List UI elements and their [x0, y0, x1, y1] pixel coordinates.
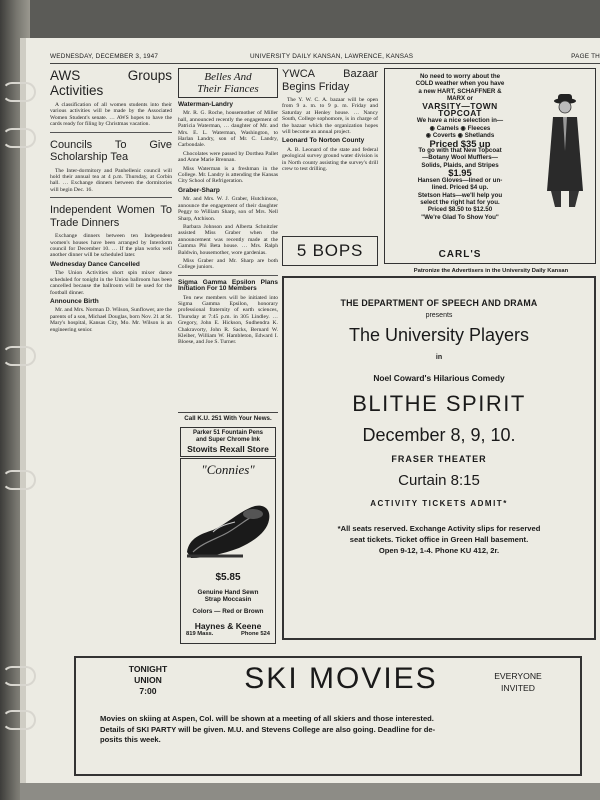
belles-p4: Mr. and Mrs. W. J. Graber, Hutchinson, announce the engagement of their daughter Peggy to William Sharp, son of Mrs. Nell Sharp, Atchison.	[178, 196, 278, 222]
connies-address: 819 Mass.	[186, 631, 214, 637]
column-1	[50, 68, 172, 628]
binder-ring	[2, 346, 36, 366]
carls-l1: No need to worry about the	[419, 73, 501, 80]
players-note3: Open 9-12, 1-4. Phone KU 412, 2r.	[378, 546, 500, 555]
carls-l3: a new HART, SCHAFFNER &	[418, 87, 502, 95]
topcoat-man-illustration	[541, 91, 587, 211]
ski-left-block	[108, 664, 188, 697]
binder-ring	[2, 470, 36, 490]
dance-headline: Wednesday Dance Cancelled	[50, 260, 140, 268]
ski-left3: 7:00	[139, 686, 157, 696]
connies-price: $5.85	[215, 572, 241, 583]
aws-body: A classification of all women students into their various activities will be made by the Associated Women Student's senate. … AWS hopes to have the cards ready for filing by Christmas vacation.	[50, 102, 172, 128]
binder-ring	[2, 128, 36, 148]
connies-store: Haynes & Keene	[194, 621, 262, 631]
carls-ad	[384, 68, 596, 264]
ski-movies-ad	[74, 656, 582, 776]
stowits-ad	[180, 427, 276, 457]
page-header	[50, 50, 600, 64]
ski-body	[100, 714, 570, 746]
stowits-name: Stowits Rexall Store	[187, 444, 269, 454]
carls-store: CARL'S	[438, 249, 482, 260]
belles-p2: Chocolates were passed by Dorthea Pallet and Anne Marie Brennan.	[178, 150, 278, 164]
binder-ring	[2, 710, 36, 730]
belles-line2: Their Fiances	[197, 83, 259, 95]
carls-l13: Solids, Plaids, and Stripes	[421, 161, 499, 169]
carls-l16: lined. Priced $4 up.	[431, 184, 489, 192]
belles-sub1: Waterman-Landry	[178, 101, 234, 108]
independent-headline: Independent Women To Trade Dinners	[50, 204, 172, 229]
bops-ad	[282, 236, 378, 266]
bops-text: 5 BOPS	[296, 241, 364, 260]
divider	[50, 132, 172, 133]
column-3	[282, 68, 378, 232]
players-theater: FRASER THEATER	[391, 454, 487, 464]
carls-l20: "We're Glad To Show You"	[421, 213, 499, 221]
sigma-body: Ten new members will be initiated into Sigma Gamma Epsilon, honorary professional fraternity of earth sciences, Thursday at 7:45 p.m. in 305 Lindley. … Gregory, John E. Hickson, Sudhendra K. Chakravorty, John R. Sacks, Bernard W. Kleiber, William W. Hambleton, Edward I. Bloese, and Joe S. Turner.	[178, 294, 278, 346]
header-page: PAGE TH	[571, 53, 600, 60]
connies-desc1: Genuine Hand Sewn	[197, 589, 259, 596]
players-play: BLITHE SPIRIT	[352, 391, 526, 416]
divider	[178, 275, 278, 276]
leonard-body: A. B. Leonard of the state and federal geological survey ground water division is in North county assisting the survey's drill crew to test drilling.	[282, 146, 378, 173]
dance-body: The Union Activities short spin mixer dance scheduled for tonight in the Union ballroom has been cancelled because the ballroom will be used for the football dinner.	[50, 270, 172, 296]
carls-l11: To go with that New Topcoat	[418, 147, 502, 155]
connies-title: "Connies"	[201, 462, 255, 477]
ski-right2: INVITED	[501, 683, 535, 693]
belles-p3: Miss Waterman is a freshman in the College. Mr. Landry is attending the Kansas City School of Refrigeration.	[178, 165, 278, 185]
announce-body: Mr. and Mrs. Norman D. Wilson, Sunflower, are the parents of a son, Michael Douglas, born Nov. 21 at St. Mary's hospital, Kansas City, Mo. Mr. Wilson is an engineering senior.	[50, 307, 172, 333]
announce-headline: Announce Birth	[50, 297, 99, 305]
carls-l19: Priced $8.50 to $12.50	[427, 206, 493, 214]
players-title: The University Players	[348, 325, 530, 345]
divider	[50, 197, 172, 198]
carls-l4: MARX or	[446, 95, 474, 103]
stowits-line2: and Super Chrome Ink	[195, 437, 260, 443]
sigma-headline: Sigma Gamma Epsilon Plans Initiation For 10 Members	[178, 278, 278, 293]
carls-l10: Priced $35 up	[429, 137, 491, 149]
carls-l15: Hansen Gloves—lined or un-	[417, 176, 503, 184]
players-admit: ACTIVITY TICKETS ADMIT*	[370, 499, 508, 508]
carls-l18: select the right hat for you.	[420, 198, 500, 206]
ski-body2: Details of SKI PARTY will be given. M.U. and Stevens College are also going. Deadline for de-	[100, 724, 436, 734]
stowits-line1: Parker 51 Fountain Pens	[192, 430, 264, 436]
councils-body: The Inter-dormitory and Panhellenic council will hold their annual tea at 4 p.m. Thursday, at Corbin hall. … Exchange dinners between the dormitories will begin Dec. 16.	[50, 167, 172, 193]
belles-p5: Barbara Johnson and Alberta Schnitzler assisted Miss Graber when the announcement was recently made at the Gamma Phi Beta house. … Mrs. Ralph Baldwin, housemother, wore gardenias.	[178, 223, 278, 256]
connies-phone: Phone 524	[241, 631, 270, 637]
carls-l2: COLD weather when you have	[415, 80, 505, 88]
column-2	[178, 68, 278, 423]
header-paper: UNIVERSITY DAILY KANSAN, LAWRENCE, KANSAS	[250, 53, 414, 60]
patronize-line: Patronize the Advertisers in the University Daily Kansan	[413, 268, 569, 274]
belles-sub2: Graber-Sharp	[178, 186, 220, 194]
belles-heading-box	[178, 68, 278, 98]
belles-p6: Miss Graber and Mr. Sharp are both College juniors.	[178, 257, 278, 271]
header-date: WEDNESDAY, DECEMBER 3, 1947	[50, 53, 159, 60]
connies-ad	[180, 458, 276, 644]
connies-desc2: Strap Moccasin	[204, 596, 252, 603]
councils-headline: Councils To Give Scholarship Tea	[50, 138, 172, 164]
carls-l9: ◉ Coverts ◉ Shetlands	[425, 132, 495, 140]
carls-l17: Stetson Hats—we'll help you	[417, 191, 503, 199]
binder-ring	[2, 666, 36, 686]
call-kuh: Call K.U. 251 With Your News.	[178, 412, 278, 422]
players-presents: presents	[425, 312, 453, 319]
moccasin-shoe-illustration	[183, 480, 273, 570]
binder-ring	[2, 82, 36, 102]
aws-headline: AWS Groups Activities	[50, 68, 172, 98]
carls-l7: We have a nice selection in—	[416, 117, 504, 125]
players-ad	[282, 276, 596, 640]
ywca-body: The Y. W. C. A. bazaar will be open from 9 a. m. to 9 p. m. Friday and Saturday at Henley house. … Nancy South, College sophomore, is in charge of the bazaar which the organization hopes will become an annual project.	[282, 97, 378, 136]
carls-l12: —Botany Wool Mufflers—	[422, 154, 498, 162]
page-bottom-edge	[20, 783, 600, 800]
independent-body: Exchange dinners between ten Independent women's houses have been arranged by Interdorm council for December 10. … If the plan works well another dinner will be scheduled later.	[50, 233, 172, 259]
ski-body1: Movies on skiing at Aspen, Col. will be shown at a meeting of all skiers and those interested.	[100, 714, 434, 723]
ski-left2: UNION	[134, 675, 162, 685]
ski-right-block	[472, 670, 564, 694]
ywca-headline: YWCA Bazaar Begins Friday	[282, 68, 378, 93]
players-in: in	[435, 354, 443, 361]
carls-l6: TOPCOAT	[438, 108, 482, 119]
connies-colors: Colors — Red or Brown	[192, 608, 264, 615]
ski-title: SKI MOVIES	[244, 662, 438, 695]
leonard-headline: Leonard To Norton County	[282, 137, 365, 145]
players-note2: seat tickets. Ticket office in Green Hall basement.	[349, 535, 529, 544]
players-note1: *All seats reserved. Exchange Activity slips for reserved	[337, 524, 541, 533]
players-dept: THE DEPARTMENT OF SPEECH AND DRAMA	[340, 298, 538, 308]
belles-p1: Mr. R. G. Roche, housemother of Miller hall, announced recently the engagement of Patricia Waterman, … daughter of Mr. and Mrs. E. L. Waterman, Washington, to Harlan Landry, son of Mr. C. Landry, Carbondale.	[178, 110, 278, 149]
carls-l8: ◉ Camels ◉ Fleeces	[429, 124, 491, 132]
players-curtain: Curtain 8:15	[398, 472, 480, 489]
players-author: Noel Coward's Hilarious Comedy	[373, 373, 505, 383]
carls-l5: VARSITY—TOWN	[422, 100, 498, 111]
ski-left1: TONIGHT	[128, 664, 168, 674]
ski-body3: posits this week.	[100, 735, 161, 744]
carls-l14: $1.95	[448, 167, 472, 179]
carls-copy	[385, 73, 535, 221]
connies-contact	[181, 631, 275, 637]
ski-right1: EVERYONE	[494, 671, 542, 681]
players-dates: December 8, 9, 10.	[362, 425, 516, 445]
belles-line1: Belles And	[204, 71, 252, 83]
